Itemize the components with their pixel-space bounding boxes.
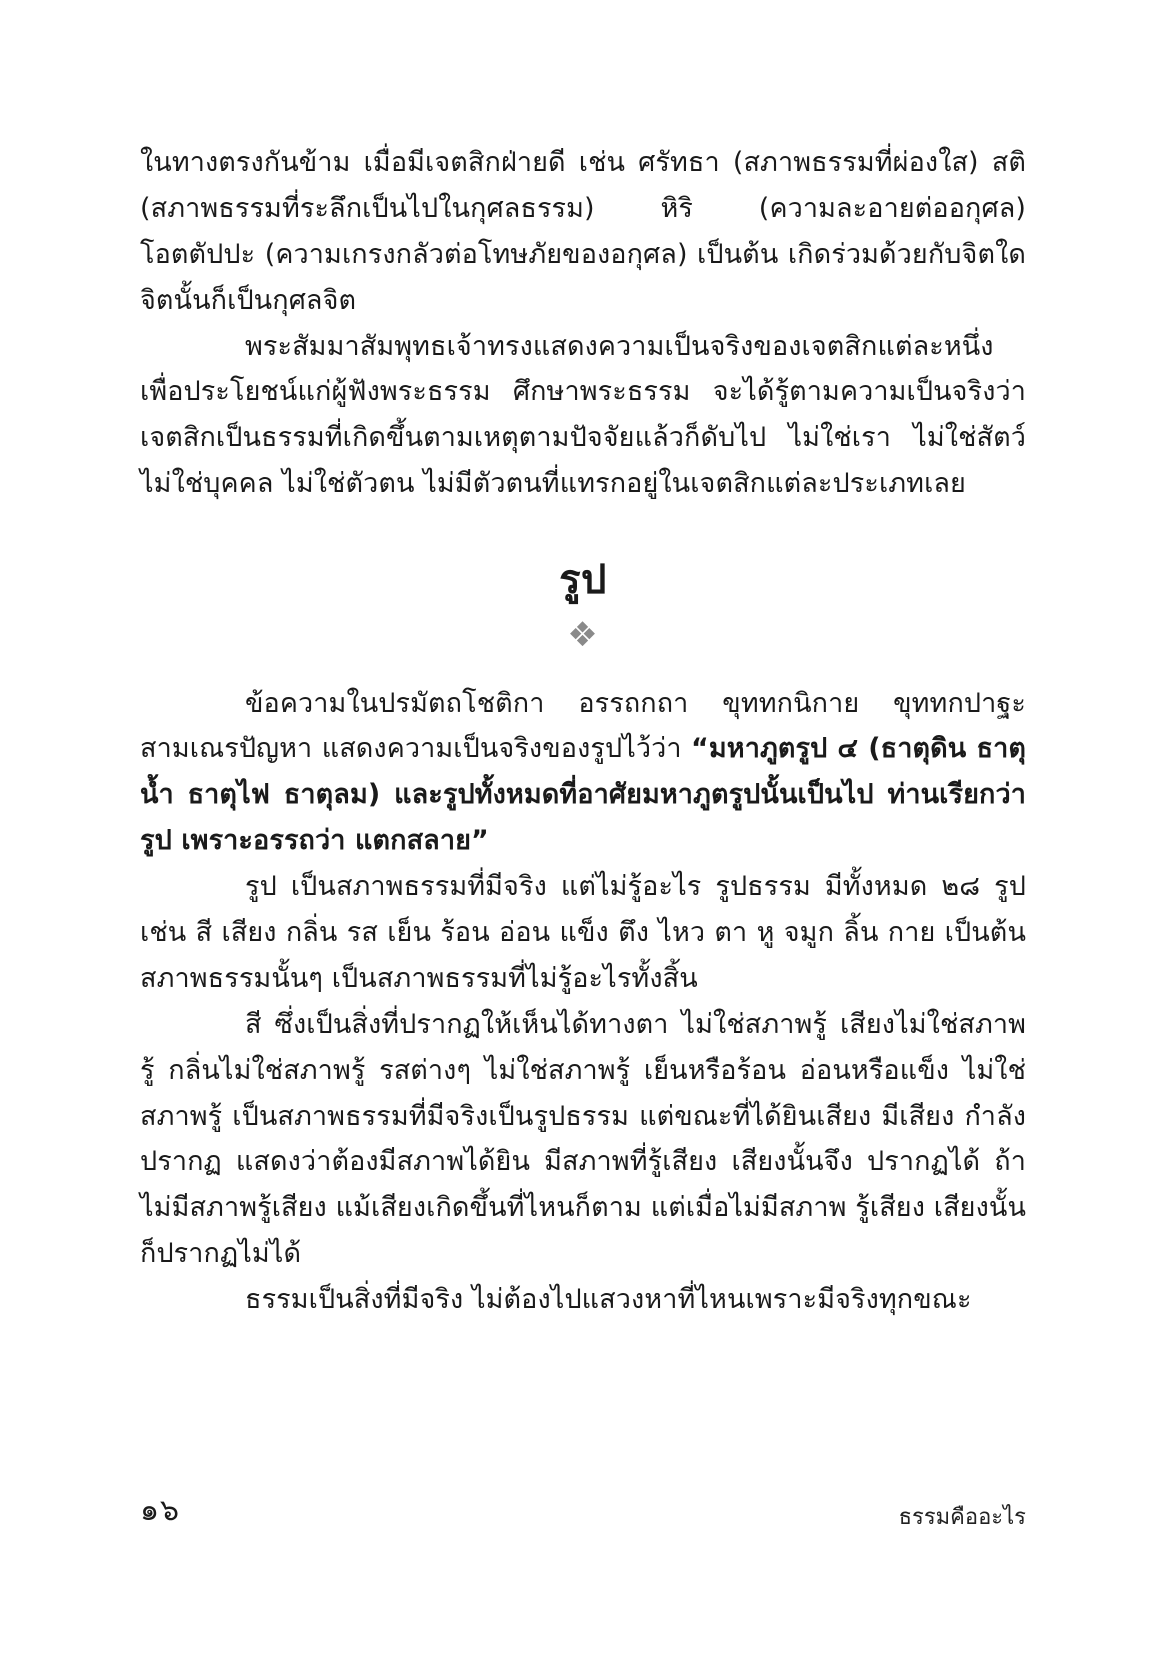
paragraph-3-plain: ข้อความในปรมัตถโชติกา อรรถกถา ขุททกนิกาย ขุททกปาฐะ สามเณรปัญหา แสดงความเป็นจริงของรูปไว้ว่า [140, 687, 1026, 765]
book-title: ธรรมคืออะไร [898, 1505, 1026, 1530]
paragraph-3-quote: “มหาภูตรูป ๔ (ธาตุดิน ธาตุน้ำ ธาตุไฟ ธาตุลม) และรูปทั้งหมดที่อาศัยมหาภูตรูปนั้นเป็นไป ท่านเรียกว่า รูป เพราะอรรถว่า แตกสลาย” [140, 733, 1026, 857]
paragraph-5: สี ซึ่งเป็นสิ่งที่ปรากฏให้เห็นได้ทางตา ไม่ใช่สภาพรู้ เสียงไม่ใช่สภาพรู้ กลิ่นไม่ใช่สภาพรู้ รสต่างๆ ไม่ใช่สภาพรู้ เย็นหรือร้อน อ่อนหรือแข็ง ไม่ใช่ สภาพรู้ เป็นสภาพธรรมที่มีจริงเป็นรูปธรรม แต่ขณะที่ได้ยินเสียง มีเสียง กำลังปรากฏ แสดงว่าต้องมีสภาพได้ยิน มีสภาพที่รู้เสียง เสียงนั้นจึง ปรากฏได้ ถ้าไม่มีสภาพรู้เสียง แม้เสียงเกิดขึ้นที่ไหนก็ตาม แต่เมื่อไม่มีสภาพ รู้เสียง เสียงนั้นก็ปรากฏไม่ได้ [140, 1008, 1026, 1270]
paragraph-1: ในทางตรงกันข้าม เมื่อมีเจตสิกฝ่ายดี เช่น ศรัทธา (สภาพธรรมที่ผ่องใส) สติ (สภาพธรรมที่ระลึกเป็นไปในกุศลธรรม) หิริ (ความละอายต่ออกุศล) โอตตัปปะ (ความเกรงกลัวต่อโทษภัยของอกุศล) เป็นต้น เกิดร่วมด้วยกับจิตใด จิตนั้นก็เป็นกุศลจิต [140, 147, 1026, 316]
paragraph-6: ธรรมเป็นสิ่งที่มีจริง ไม่ต้องไปแสวงหาที่ไหนเพราะมีจริงทุกขณะ [245, 1284, 972, 1316]
page-content [140, 140, 1026, 1323]
section-heading: รูป [559, 557, 607, 604]
ornament-divider: ❖ [567, 615, 599, 656]
paragraph-3 [140, 681, 1026, 865]
page-number: ๑๖ [140, 1493, 181, 1528]
paragraph-4: รูป เป็นสภาพธรรมที่มีจริง แต่ไม่รู้อะไร รูปธรรม มีทั้งหมด ๒๘ รูป เช่น สี เสียง กลิ่น รส เย็น ร้อน อ่อน แข็ง ตึง ไหว ตา หู จมูก ลิ้น กาย เป็นต้น สภาพธรรมนั้นๆ เป็นสภาพธรรมที่ไม่รู้อะไรทั้งสิ้น [140, 871, 1026, 994]
paragraph-2: พระสัมมาสัมพุทธเจ้าทรงแสดงความเป็นจริงของเจตสิกแต่ละหนึ่ง เพื่อประโยชน์แก่ผู้ฟังพระธรรม ศึกษาพระธรรม จะได้รู้ตามความเป็นจริงว่า เจตสิกเป็นธรรมที่เกิดขึ้นตามเหตุตามปัจจัยแล้วก็ดับไป ไม่ใช่เรา ไม่ใช่สัตว์ ไม่ใช่บุคคล ไม่ใช่ตัวตน ไม่มีตัวตนที่แทรกอยู่ในเจตสิกแต่ละประเภทเลย [140, 330, 1026, 500]
page-footer [140, 1487, 1026, 1534]
